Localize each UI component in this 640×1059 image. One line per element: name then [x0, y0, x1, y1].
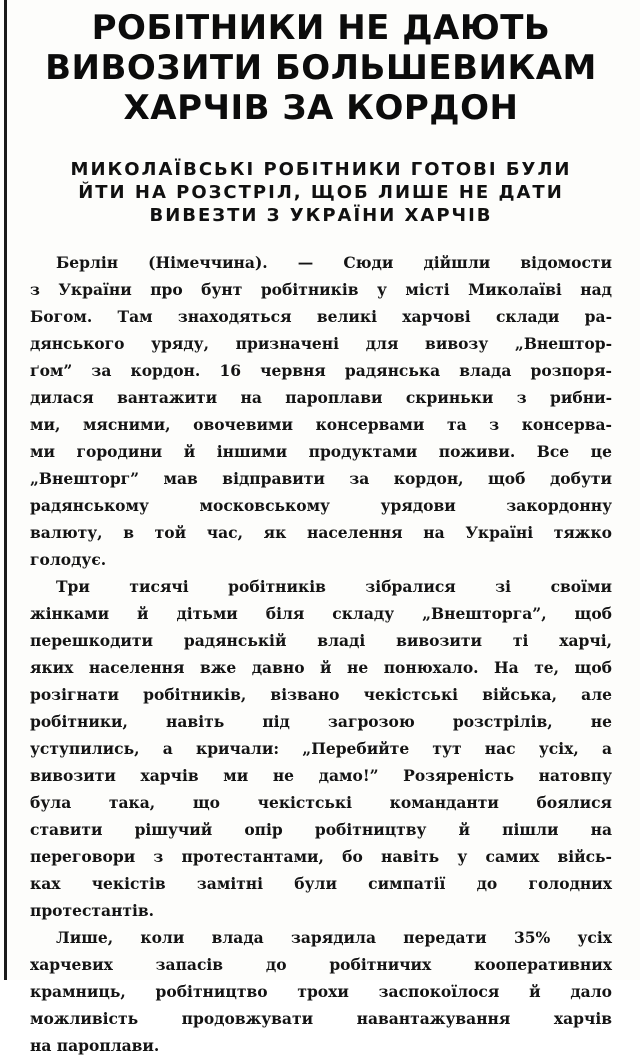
subheadline-line: ВИВЕЗТИ З УКРАЇНИ ХАРЧІВ	[149, 205, 493, 226]
text-line: вивозити харчів ми не дамо!” Розяреність натовпу	[30, 766, 612, 785]
text-line: крамниць, робітництво трохи заспокоїлося й дало	[30, 982, 612, 1001]
text-line: була така, що чекістські команданти боялися	[30, 793, 612, 812]
text-line: ми городини й іншими продуктами поживи. Все це	[30, 442, 612, 461]
text-line: розігнати робітників, візвано чекістські війська, але	[30, 685, 612, 704]
text-line: дилася вантажити на пароплави скриньки з рибни-	[30, 388, 612, 407]
text-line: радянському московському урядови закордонну	[30, 496, 612, 515]
text-line: ґом” за кордон. 16 червня радянська влада розпоря-	[30, 361, 612, 380]
text-line: Берлін (Німеччина). — Сюди дійшли відомости	[56, 253, 612, 272]
text-line: уступились, а кричали: „Перебийте тут нас усіх, а	[30, 739, 612, 758]
text-line: на пароплави.	[30, 1036, 160, 1055]
text-line: Три тисячі робітників зібралися зі своїми	[56, 577, 612, 596]
text-line: робітники, навіть під загрозою розстрілів, не	[30, 712, 612, 731]
article-body	[30, 249, 612, 1059]
subheadline-line: ЙТИ НА РОЗСТРІЛ, ЩОБ ЛИШЕ НЕ ДАТИ	[78, 182, 564, 203]
text-line: голодує.	[30, 550, 107, 569]
text-line: ках чекістів замітні були симпатії до голодних	[30, 874, 612, 893]
text-line: переговори з протестантами, бо навіть у самих війсь-	[30, 847, 612, 866]
article	[30, 8, 612, 1059]
headline-line: ВИВОЗИТИ БОЛЬШЕВИКАМ	[45, 48, 597, 88]
subheadline-line: МИКОЛАЇВСЬКІ РОБІТНИКИ ГОТОВІ БУЛИ	[70, 159, 572, 180]
headline	[30, 8, 612, 128]
text-line: Лише, коли влада зарядила передати 35% усіх	[56, 928, 612, 947]
text-line: ставити рішучий опір робітництву й пішли на	[30, 820, 612, 839]
subheadline	[30, 158, 612, 227]
headline-line: РОБІТНИКИ НЕ ДАЮТЬ	[91, 8, 551, 48]
column-rule	[4, 0, 7, 980]
paragraph-3	[30, 924, 612, 1059]
text-line: харчевих запасів до робітничих кооперативних	[30, 955, 612, 974]
text-line: перешкодити радянській владі вивозити ті харчі,	[30, 631, 612, 650]
text-line: ми, мясними, овочевими консервами та з консерва-	[30, 415, 612, 434]
paragraph-1	[30, 249, 612, 573]
text-line: з України про бунт робітників у місті Миколаїві над	[30, 280, 612, 299]
text-line: Богом. Там знаходяться великі харчові склади ра-	[30, 307, 612, 326]
text-line: протестантів.	[30, 901, 155, 920]
text-line: яких населення вже давно й не понюхало. На те, щоб	[30, 658, 612, 677]
text-line: дянського уряду, призначені для вивозу „Внештор-	[30, 334, 612, 353]
text-line: можливість продовжувати навантажування харчів	[30, 1009, 612, 1028]
text-line: жінками й дітьми біля складу „Внешторга”, щоб	[30, 604, 612, 623]
text-line: „Внешторг” мав відправити за кордон, щоб добути	[30, 469, 612, 488]
text-line: валюту, в той час, як населення на Україні тяжко	[30, 523, 612, 542]
paragraph-2	[30, 573, 612, 924]
headline-line: ХАРЧІВ ЗА КОРДОН	[123, 88, 519, 128]
